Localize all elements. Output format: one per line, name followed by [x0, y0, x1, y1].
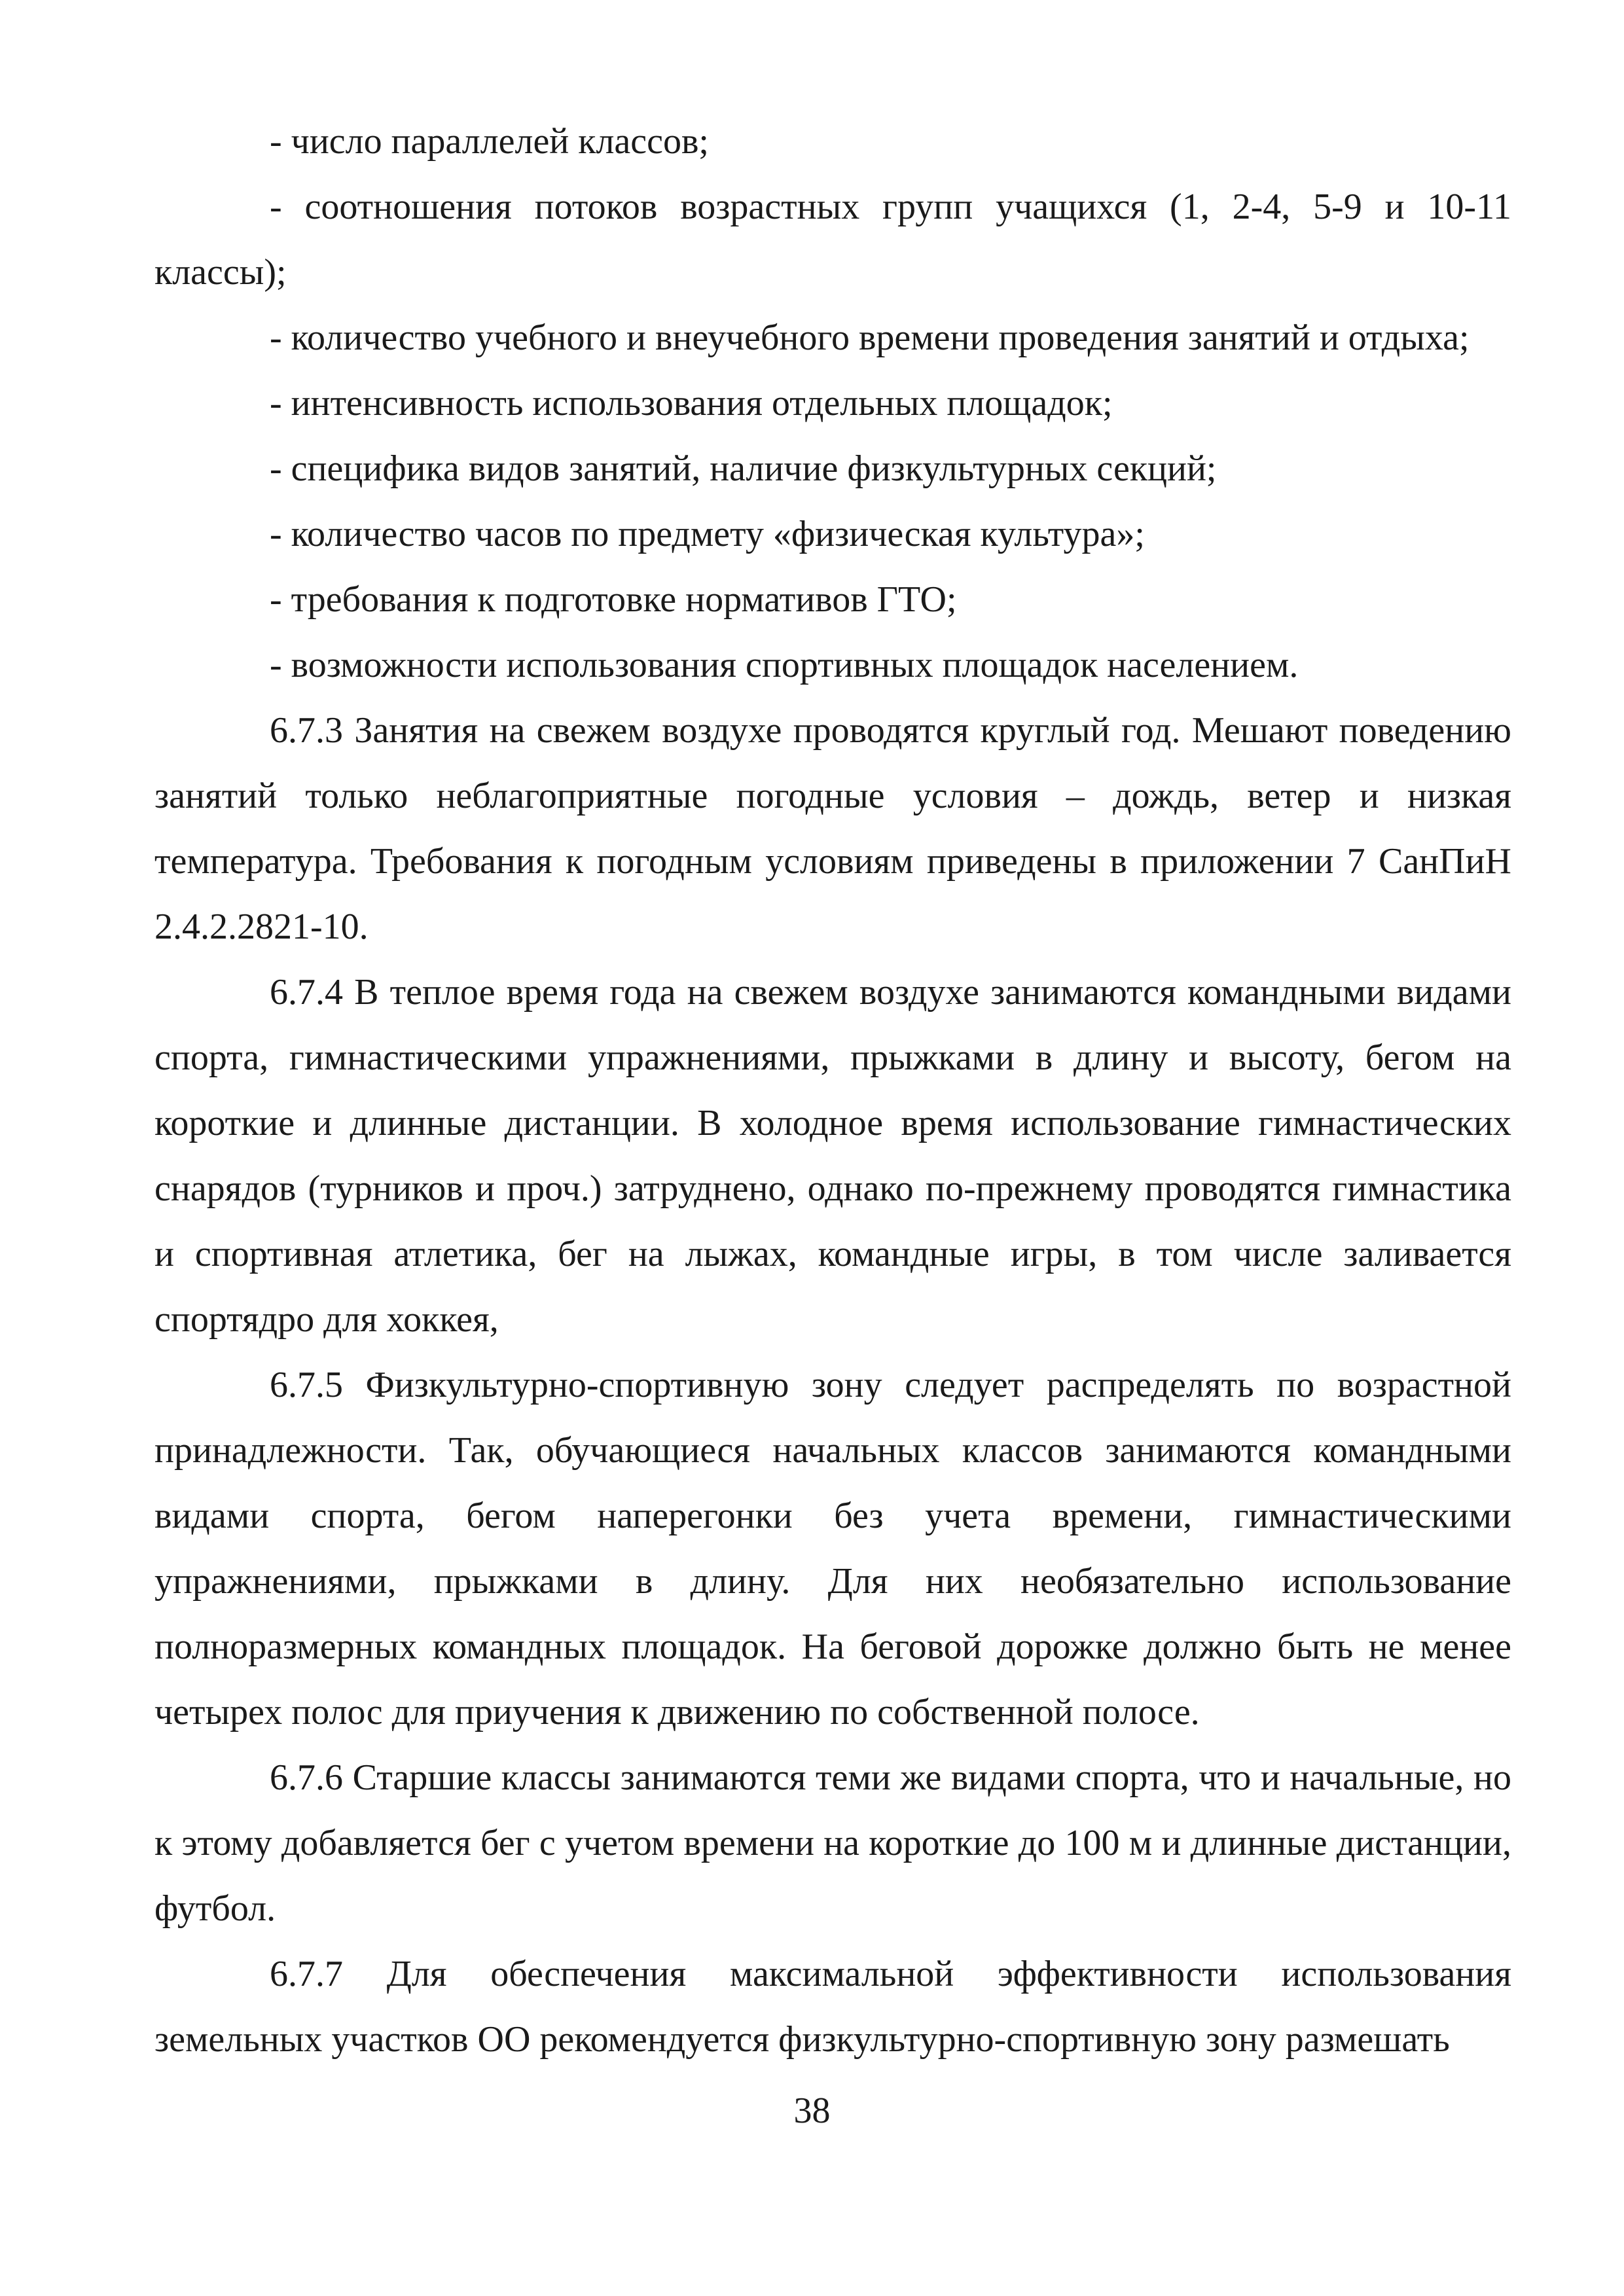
paragraph-6-7-3: 6.7.3 Занятия на свежем воздухе проводятся круглый год. Мешают поведению занятий только неблагоприятные погодные условия – дождь, ветер и низкая температура. Требования к погодным условиям приведены в приложении 7 СанПиН 2.4.2.2821-10.: [154, 710, 1511, 947]
list-item-public-use: - возможности использования спортивных площадок населением.: [270, 645, 1299, 685]
page-number: 38: [793, 2090, 831, 2131]
list-item-hours: - количество часов по предмету «физическая культура»;: [270, 514, 1145, 554]
list-item-time: - количество учебного и внеучебного времени проведения занятий и отдыха;: [270, 317, 1470, 358]
paragraph-6-7-5: 6.7.5 Физкультурно-спортивную зону следует распределять по возрастной принадлежности. Так, обучающиеся начальных классов занимаются командными видами спорта, бегом наперегонки без учета времени, гимнастическими упражнениями, прыжками в длину. Для них необязательно использование полноразмерных командных площадок. На беговой дорожке должно быть не менее четырех полос для приучения к движению по собственной полосе.: [154, 1365, 1511, 1732]
list-item-intensity: - интенсивность использования отдельных площадок;: [270, 383, 1113, 423]
list-item-gto: - требования к подготовке нормативов ГТО;: [270, 579, 957, 620]
body-text: [154, 109, 1511, 2072]
list-item-age-groups: - соотношения потоков возрастных групп учащихся (1, 2-4, 5-9 и 10-11 классы);: [154, 187, 1511, 293]
paragraph-6-7-6: 6.7.6 Старшие классы занимаются теми же видами спорта, что и начальные, но к этому добавляется бег с учетом времени на короткие до 100 м и длинные дистанции, футбол.: [154, 1757, 1511, 1929]
list-item-specifics: - специфика видов занятий, наличие физкультурных секций;: [270, 448, 1217, 489]
paragraph-6-7-4: 6.7.4 В теплое время года на свежем воздухе занимаются командными видами спорта, гимнастическими упражнениями, прыжками в длину и высоту, бегом на короткие и длинные дистанции. В холодное время использование гимнастических снарядов (турников и проч.) затруднено, однако по-прежнему проводятся гимнастика и спортивная атлетика, бег на лыжах, командные игры, в том числе заливается спортядро для хоккея,: [154, 972, 1511, 1340]
list-item-parallels: - число параллелей классов;: [270, 121, 709, 162]
paragraph-6-7-7: 6.7.7 Для обеспечения максимальной эффективности использования земельных участков ОО рекомендуется физкультурно-спортивную зону размешать: [154, 1954, 1511, 2060]
